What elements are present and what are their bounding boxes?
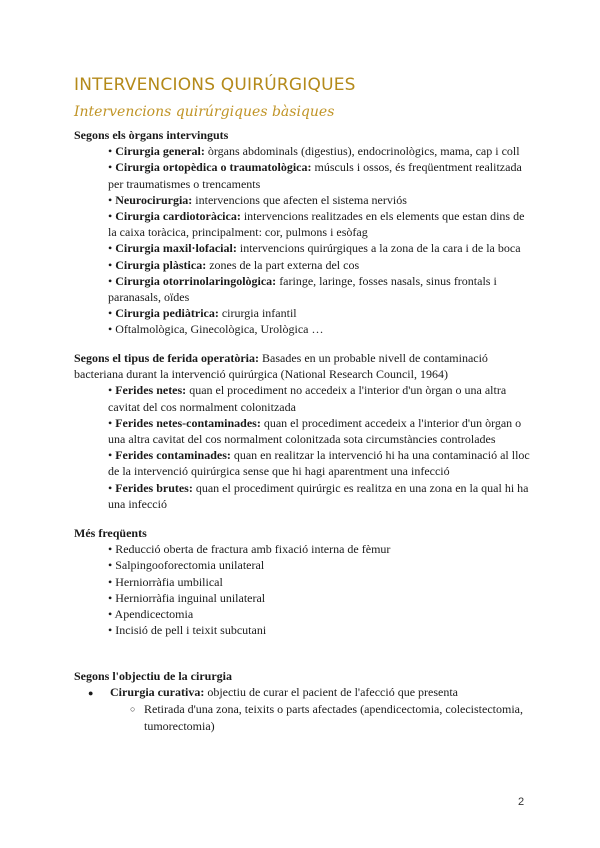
- bullet-icon: •: [108, 415, 116, 430]
- wound-intro: Basades en un probable nivell de contaminació bacteriana durant la intervenció quirúrgica (National Research Council, 1964): [74, 351, 488, 382]
- wound-paragraph: [74, 350, 534, 382]
- list-item-text: zones de la part externa del cos: [206, 257, 360, 272]
- bullet-icon: ●: [88, 688, 94, 699]
- organs-list: [74, 143, 534, 337]
- page-title: INTERVENCIONS QUIRÚRGIQUES: [74, 75, 356, 95]
- list-item: [74, 257, 534, 273]
- objective-item-bold: Cirurgia curativa:: [110, 685, 205, 700]
- objective-heading: Segons l'objectiu de la cirurgia: [74, 669, 232, 683]
- list-item-text: quan el procediment accedeix a l'interior d'un òrgan o una altra cavitat del cos normalment colonitzada sota circumstàncies controlades: [108, 415, 522, 447]
- list-item-text: quan el procediment no accedeix a l'interior d'un òrgan o una altra cavitat del cos normalment colonitzada: [108, 383, 507, 414]
- list-item: [74, 447, 534, 479]
- objective-section: [74, 668, 534, 734]
- list-item: [74, 480, 534, 512]
- list-item-bold: Cirurgia general:: [115, 144, 205, 159]
- wound-section: [74, 350, 534, 512]
- list-item-text: Apendicectomia: [114, 607, 194, 622]
- bullet-icon: •: [108, 273, 116, 288]
- list-item: [74, 382, 534, 414]
- bullet-icon: •: [108, 209, 116, 224]
- list-item: [74, 590, 534, 606]
- list-item: [74, 240, 534, 256]
- list-item: [74, 159, 534, 191]
- bullet-icon: •: [108, 607, 115, 622]
- list-item-bold: Cirurgia plàstica:: [115, 257, 207, 272]
- frequent-section: [74, 525, 534, 638]
- bullet-icon: •: [108, 558, 116, 573]
- list-item-bold: Ferides netes-contaminades:: [115, 415, 261, 430]
- list-item-bold: Cirurgia maxil·lofacial:: [115, 241, 237, 256]
- bullet-icon: •: [108, 160, 116, 175]
- list-item-text: Herniorràfia inguinal unilateral: [115, 590, 266, 605]
- bullet-icon: •: [108, 144, 116, 159]
- list-item-bold: Cirurgia otorrinolaringològica:: [115, 273, 277, 288]
- list-item-bold: Ferides netes:: [115, 383, 187, 398]
- list-item-bold: Cirurgia pediàtrica:: [115, 306, 219, 321]
- list-item-text: músculs i ossos, és freqüentment realitzada per traumatismes o trencaments: [108, 160, 522, 191]
- bullet-icon: •: [108, 590, 116, 605]
- bullet-icon: •: [108, 480, 116, 495]
- list-item-bold: Cirurgia ortopèdica o traumatològica:: [115, 160, 312, 175]
- bullet-icon: •: [108, 383, 116, 398]
- list-item-text: quan el procediment quirúrgic es realitza en una zona en la qual hi ha una infecció: [108, 480, 529, 511]
- bullet-icon: •: [108, 322, 116, 337]
- list-item: [74, 143, 534, 159]
- list-item: [74, 305, 534, 321]
- organs-section: [74, 127, 534, 338]
- frequent-heading: Més freqüents: [74, 526, 147, 540]
- list-item-text: faringe, laringe, fosses nasals, sinus frontals i paranasals, oïdes: [108, 273, 497, 305]
- list-item-text: intervencions quirúrgiques a la zona de la cara i de la boca: [236, 241, 521, 256]
- bullet-icon: •: [108, 623, 116, 638]
- list-item: [74, 541, 534, 557]
- list-item: [74, 321, 534, 337]
- list-item: [74, 574, 534, 590]
- bullet-icon: •: [108, 257, 116, 272]
- list-item-text: Salpingooforectomia unilateral: [115, 558, 265, 573]
- list-item-bold: Neurocirurgia:: [115, 192, 193, 207]
- list-item-bold: Cirurgia cardiotoràcica:: [115, 209, 241, 224]
- organs-heading: Segons els òrgans intervinguts: [74, 128, 229, 142]
- wound-list: [74, 382, 534, 512]
- list-item: [74, 415, 534, 447]
- list-item-text: Herniorràfia umbilical: [115, 574, 223, 589]
- list-item-text: intervencions que afecten el sistema nerviós: [192, 192, 407, 207]
- list-item-text: cirurgia infantil: [218, 306, 297, 321]
- list-item-text: Oftalmològica, Ginecològica, Urològica …: [115, 322, 324, 337]
- page-number: 2: [518, 796, 525, 808]
- list-item: [74, 208, 534, 240]
- list-item: [74, 192, 534, 208]
- bullet-icon: •: [108, 448, 116, 463]
- frequent-list: [74, 541, 534, 638]
- objective-subitem: ○ Retirada d'una zona, teixits o parts afectades (apendicectomia, colecistectomia, tumorectomia): [74, 701, 534, 733]
- objective-item: [74, 684, 534, 701]
- objective-item-text: objectiu de curar el pacient de l'afecció que presenta: [204, 685, 459, 700]
- list-item: [74, 273, 534, 305]
- list-item: [74, 557, 534, 573]
- list-item-text: intervencions realitzades en els elements que estan dins de la caixa toràcica, principalment: cor, pulmons i esòfag: [108, 209, 525, 240]
- list-item: [74, 606, 534, 622]
- objective-sublist: [74, 701, 534, 733]
- list-item-bold: Ferides contaminades:: [115, 448, 231, 463]
- bullet-icon: •: [108, 306, 116, 321]
- bullet-icon: •: [108, 192, 116, 207]
- list-item-text: quan en realitzar la intervenció hi ha una contaminació al lloc de la intervenció quirúrgica sense que hi hagi aparentment una infecció: [108, 448, 530, 479]
- list-item-text: Reducció oberta de fractura amb fixació interna de fèmur: [115, 542, 391, 557]
- list-item-text: òrgans abdominals (digestius), endocrinològics, mama, cap i coll: [204, 144, 520, 159]
- section-subtitle: Intervencions quirúrgiques bàsiques: [74, 104, 335, 120]
- wound-heading: Segons el tipus de ferida operatòria:: [74, 351, 259, 365]
- list-item-bold: Ferides brutes:: [115, 480, 193, 495]
- bullet-icon: •: [108, 574, 116, 589]
- bullet-icon: •: [108, 241, 116, 256]
- list-item: [74, 622, 534, 638]
- bullet-icon: •: [108, 542, 116, 557]
- list-item-text: Incisió de pell i teixit subcutani: [115, 623, 267, 638]
